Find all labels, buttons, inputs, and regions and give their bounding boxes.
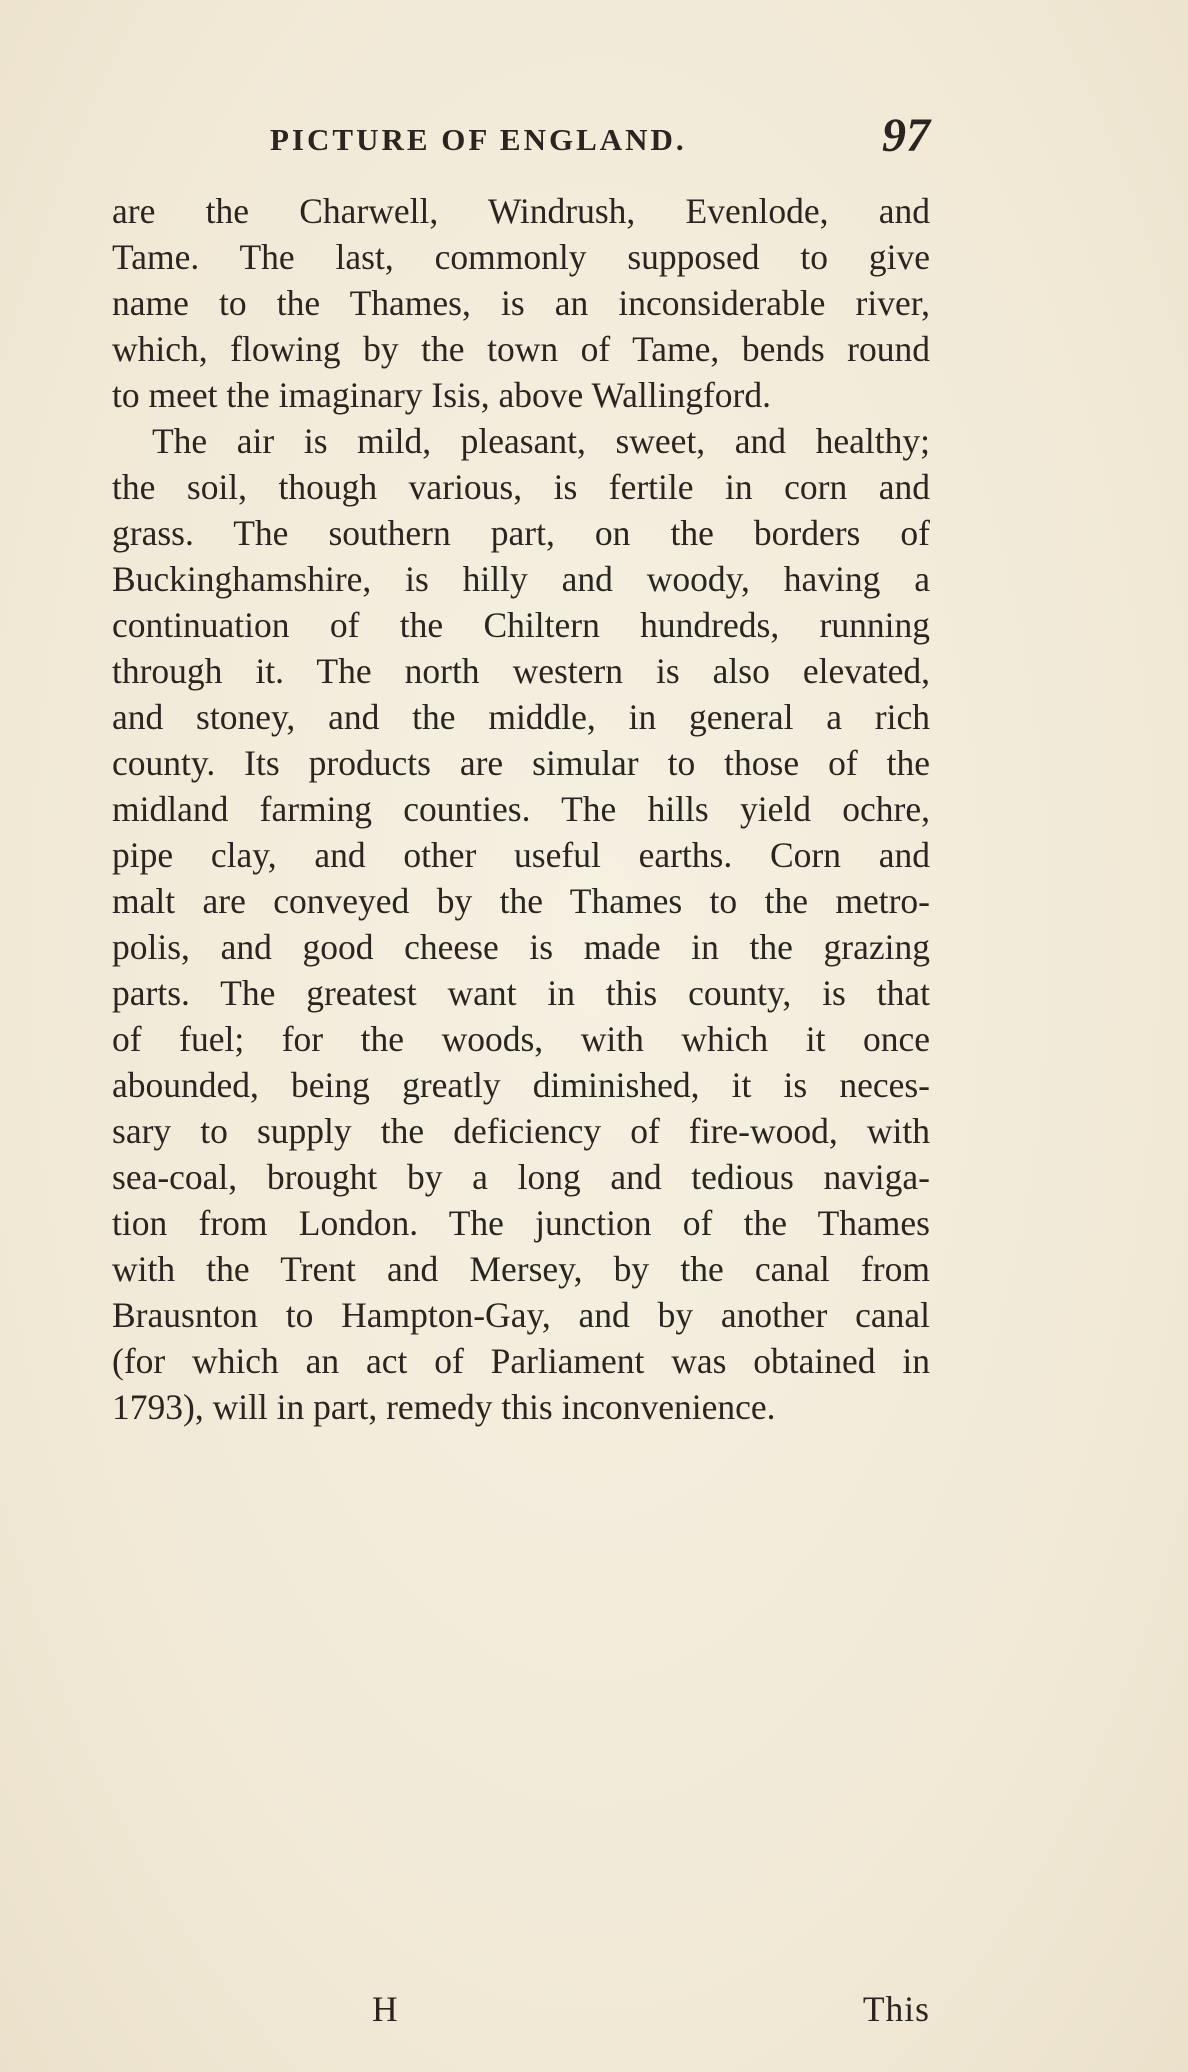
text-line: abounded, being greatly diminished, it is neces- bbox=[112, 1065, 930, 1105]
text-line: which, flowing by the town of Tame, bends round bbox=[112, 329, 930, 369]
text-line: tion from London. The junction of the Thames bbox=[112, 1203, 930, 1243]
running-head-title: PICTURE OF ENGLAND. bbox=[270, 122, 687, 157]
running-head bbox=[270, 108, 930, 178]
text-line: Tame. The last, commonly supposed to give bbox=[112, 237, 930, 277]
text-line: Buckinghamshire, is hilly and woody, having a bbox=[112, 559, 930, 599]
body-text bbox=[112, 188, 930, 1430]
text-line: continuation of the Chiltern hundreds, running bbox=[112, 605, 930, 645]
text-line: 1793), will in part, remedy this inconvenience. bbox=[112, 1387, 776, 1427]
text-line: through it. The north western is also elevated, bbox=[112, 651, 930, 691]
text-line: polis, and good cheese is made in the grazing bbox=[112, 927, 930, 967]
text-line: and stoney, and the middle, in general a rich bbox=[112, 697, 930, 737]
text-line: sary to supply the deficiency of fire-wood, with bbox=[112, 1111, 930, 1151]
text-line: name to the Thames, is an inconsiderable river, bbox=[112, 283, 930, 323]
text-line: to meet the imaginary Isis, above Wallingford. bbox=[112, 375, 771, 415]
text-line: midland farming counties. The hills yield ochre, bbox=[112, 789, 930, 829]
text-line: sea-coal, brought by a long and tedious naviga- bbox=[112, 1157, 930, 1197]
text-line: (for which an act of Parliament was obtained in bbox=[112, 1341, 930, 1381]
text-line: the soil, though various, is fertile in corn and bbox=[112, 467, 930, 507]
text-line: of fuel; for the woods, with which it once bbox=[112, 1019, 930, 1059]
text-line: are the Charwell, Windrush, Evenlode, and bbox=[112, 191, 930, 231]
catchword: This bbox=[862, 1989, 930, 2029]
text-line: Brausnton to Hampton-Gay, and by another canal bbox=[112, 1295, 930, 1335]
text-line: grass. The southern part, on the borders of bbox=[112, 513, 930, 553]
text-line: malt are conveyed by the Thames to the metro- bbox=[112, 881, 930, 921]
page-number: 97 bbox=[882, 109, 930, 162]
text-line: with the Trent and Mersey, by the canal from bbox=[112, 1249, 930, 1289]
page-footer bbox=[112, 1986, 930, 2032]
text-line: county. Its products are simular to those of the bbox=[112, 743, 930, 783]
signature-mark: H bbox=[372, 1989, 398, 2029]
text-line: parts. The greatest want in this county, is that bbox=[112, 973, 930, 1013]
text-line: pipe clay, and other useful earths. Corn and bbox=[112, 835, 930, 875]
text-line: The air is mild, pleasant, sweet, and healthy; bbox=[152, 421, 930, 461]
